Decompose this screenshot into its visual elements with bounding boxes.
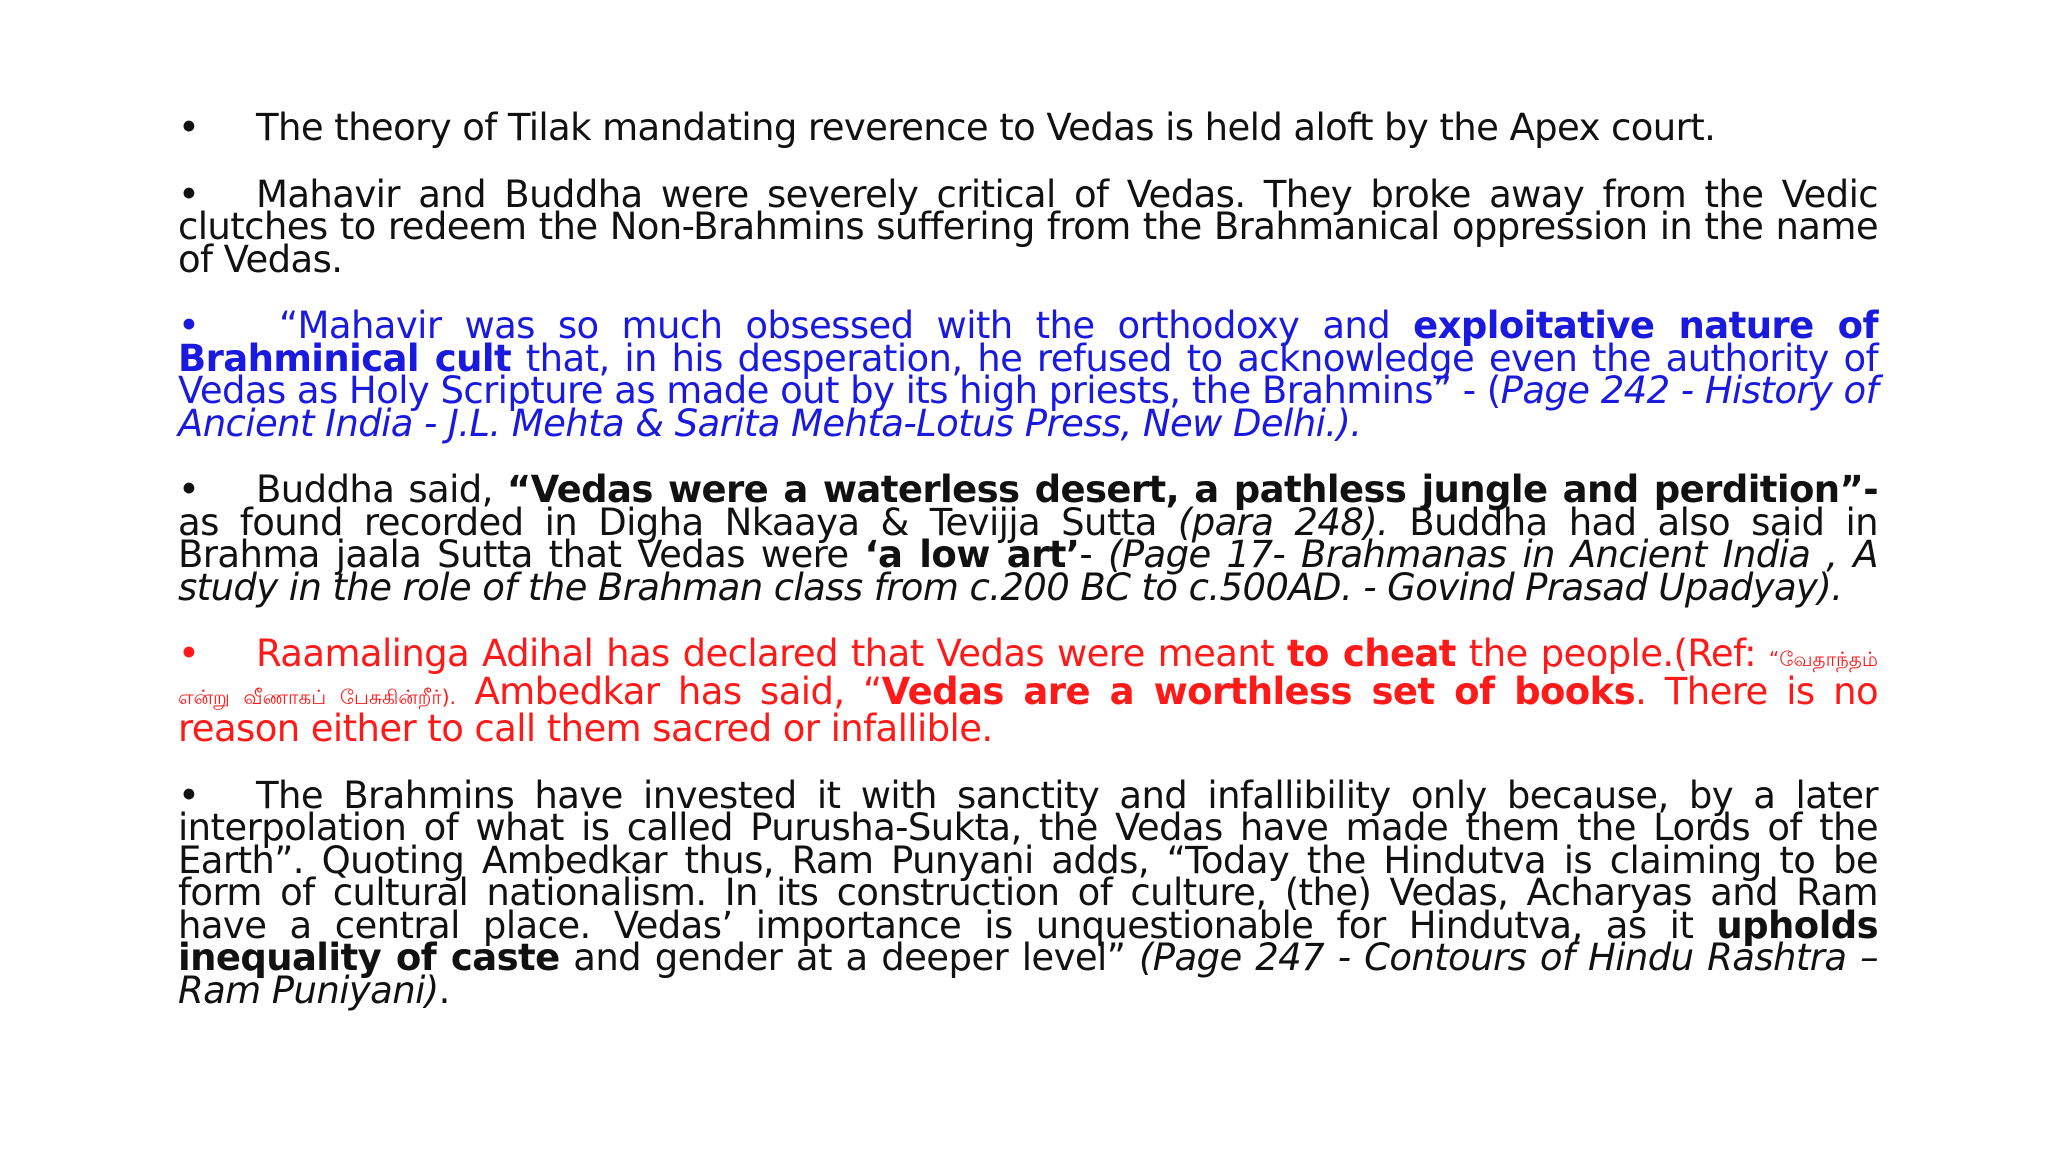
bullet-icon: • (178, 304, 200, 347)
paragraph-raamalinga-ambedkar: • Raamalinga Adihal has declared that Vedas were meant to cheat the people.(Ref: “வேதாந்தம் என்று வீணாகப் பேசுகின்றீர்). Ambedkar has said, “Vedas are a worthless set of books. There is no reason either to call them sacred or infallible. (178, 632, 1878, 750)
bullet-icon: • (178, 632, 200, 675)
paragraph-mahavir-buddha: • Mahavir and Buddha were severely critical of Vedas. They broke away from the Vedic clutches to redeem the Non-Brahmins suffering from the Brahmanical oppression in the name of Vedas. (178, 172, 1878, 281)
bullet-icon: • (178, 172, 200, 216)
bullet-icon: • (178, 468, 200, 511)
citation: (para 248). (1177, 500, 1389, 544)
tamil-reference: “வேதாந்தம் என்று வீணாகப் பேசுகின்றீர்). (178, 647, 1878, 709)
citation: (Page 17- Brahmanas in Ancient India , A study in the role of the Brahman class from c.200 BC to c.500AD. - Govind Prasad Upadyay). (178, 533, 1878, 609)
bullet-icon: • (178, 773, 200, 817)
paragraph-mahavir-quote: • “Mahavir was so much obsessed with the orthodoxy and exploitative nature of Brahminical cult that, in his desperation, he refused to acknowledge even the authority of Vedas as Holy Scripture as made out by its high priests, the Brahmins” - (Page 242 - History of Ancient India - J.L. Mehta & Sarita Mehta-Lotus Press, New Delhi.). (178, 304, 1879, 445)
bullet-list (178, 106, 1879, 1041)
paragraph-tilak: • The theory of Tilak mandating reverence to Vedas is held aloft by the Apex court. (178, 106, 1716, 149)
citation: Page 242 - History of Ancient India - J.L. Mehta & Sarita Mehta-Lotus Press, New Delhi.). (178, 369, 1879, 445)
citation: (Page 247 - Contours of Hindu Rashtra –Ram Puniyani) (178, 936, 1878, 1012)
bullet-icon: • (178, 106, 200, 149)
paragraph-buddha-quote: • Buddha said, “Vedas were a waterless desert, a pathless jungle and perdition”- as found recorded in Digha Nkaaya & Tevijja Sutta (para 248). Buddha had also said in Brahma jaala Sutta that Vedas were ‘a low art’- (Page 17- Brahmanas in Ancient India , A study in the role of the Brahman class from c.200 BC to c.500AD. - Govind Prasad Upadyay). (178, 468, 1878, 609)
paragraph-brahmins-hindutva: • The Brahmins have invested it with sanctity and infallibility only because, by a later interpolation of what is called Purusha-Sukta, the Vedas have made them the Lords of the Earth”. Quoting Ambedkar thus, Ram Punyani adds, “Today the Hindutva is claiming to be form of cultural nationalism. In its construction of culture, (the) Vedas, Acharyas and Ram have a central place. Vedas’ importance is unquestionable for Hindutva, as it upholds inequality of caste and gender at a deeper level” (Page 247 - Contours of Hindu Rashtra –Ram Puniyani). (178, 773, 1878, 1012)
